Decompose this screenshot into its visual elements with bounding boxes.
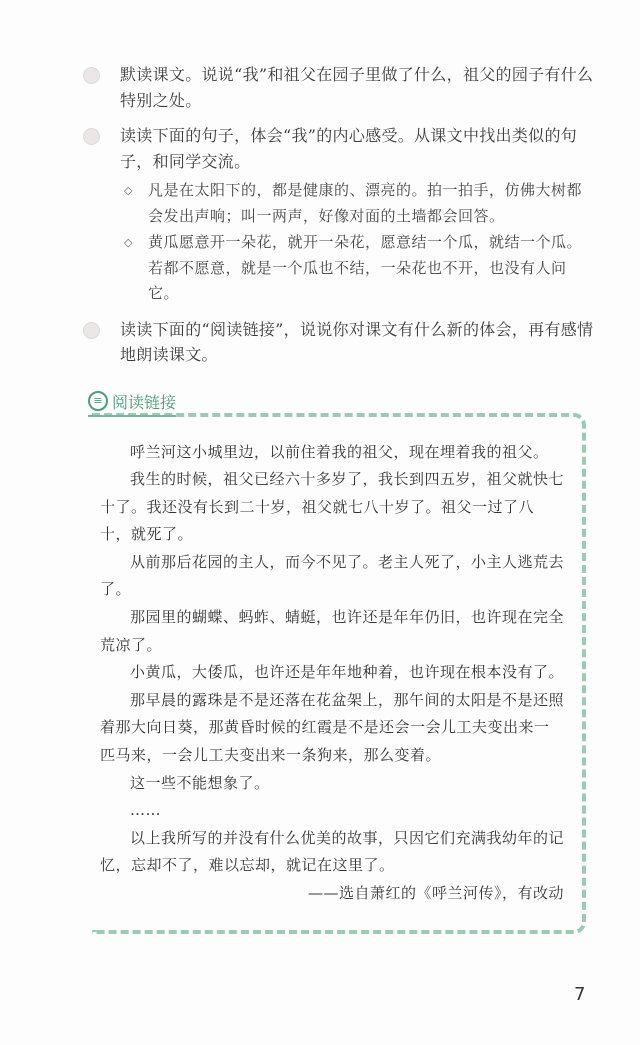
question-text: 默读课文。说说“我”和祖父在园子里做了什么，祖父的园子有什么特别之处。 <box>120 65 594 110</box>
paragraph: 那园里的蝴蝶、蚂蚱、蜻蜓，也许还是年年仍旧，也许现在完全荒凉了。 <box>100 608 565 654</box>
example-sentence-1 <box>124 178 595 229</box>
paragraph: 从前那后花园的主人，而今不见了。老主人死了，小主人逃荒去了。 <box>100 552 565 599</box>
sentence-text: 黄瓜愿意开一朵花，就开一朵花，愿意结一个瓜，就结一个瓜。若都不愿意，就是一个瓜也不结，一朵花也不开，也没有人问它。 <box>148 233 583 302</box>
reading-link-body <box>100 439 564 908</box>
page-number: 7 <box>574 983 586 1005</box>
question-list <box>120 62 595 368</box>
diamond-bullet-icon: ◇ <box>124 236 133 249</box>
sentence-text: 凡是在太阳下的，都是健康的、漂亮的。拍一拍手，仿佛大树都会发出声响；叫一两声，好像对面的土墙都会回答。 <box>148 181 583 225</box>
reading-link-box <box>92 413 586 934</box>
example-sentences <box>124 178 595 307</box>
number-circle-icon <box>83 67 100 84</box>
paragraph: 以上我所写的并没有什么优美的故事，只因它们充满我幼年的记忆，忘却不了，难以忘却，就记在这里了。 <box>100 828 565 875</box>
source-citation: ——选自萧红的《呼兰河传》，有改动 <box>307 884 564 902</box>
reading-link-title: 阅读链接 <box>112 392 177 412</box>
number-circle-icon <box>83 128 100 145</box>
example-sentence-2 <box>124 230 595 307</box>
book-icon: ≡ <box>88 391 108 411</box>
question-1 <box>120 62 595 113</box>
question-2 <box>120 123 595 174</box>
question-3 <box>120 317 595 368</box>
question-text: 读读下面的句子，体会“我”的内心感受。从课文中找出类似的句子，和同学交流。 <box>120 126 578 171</box>
question-text: 读读下面的“阅读链接”，说说你对课文有什么新的体会，再有感情地朗读课文。 <box>120 319 594 364</box>
paragraph: 那早晨的露珠是不是还落在花盆架上，那午间的太阳是不是还照着那大向日葵，那黄昏时候的红霞是不是还会一会儿工夫变出来一匹马来，一会儿工夫变出来一条狗来，那么变着。 <box>100 690 565 765</box>
paragraph: 呼兰河这小城里边，以前住着我的祖父，现在埋着我的祖父。 <box>130 442 549 461</box>
paragraph: 小黄瓜，大倭瓜，也许还是年年地种着，也许现在根本没有了。 <box>130 663 565 682</box>
paragraph: 我生的时候，祖父已经六十多岁了，我长到四五岁，祖父就快七十了。我还没有长到二十岁，祖父就七八十岁了。祖父一过了八十，就死了。 <box>100 470 565 544</box>
number-circle-icon <box>83 322 100 339</box>
reading-link-header <box>88 390 176 417</box>
diamond-bullet-icon: ◇ <box>124 184 133 197</box>
paragraph: …… <box>130 801 161 820</box>
paragraph: 这一些不能想象了。 <box>130 773 270 792</box>
